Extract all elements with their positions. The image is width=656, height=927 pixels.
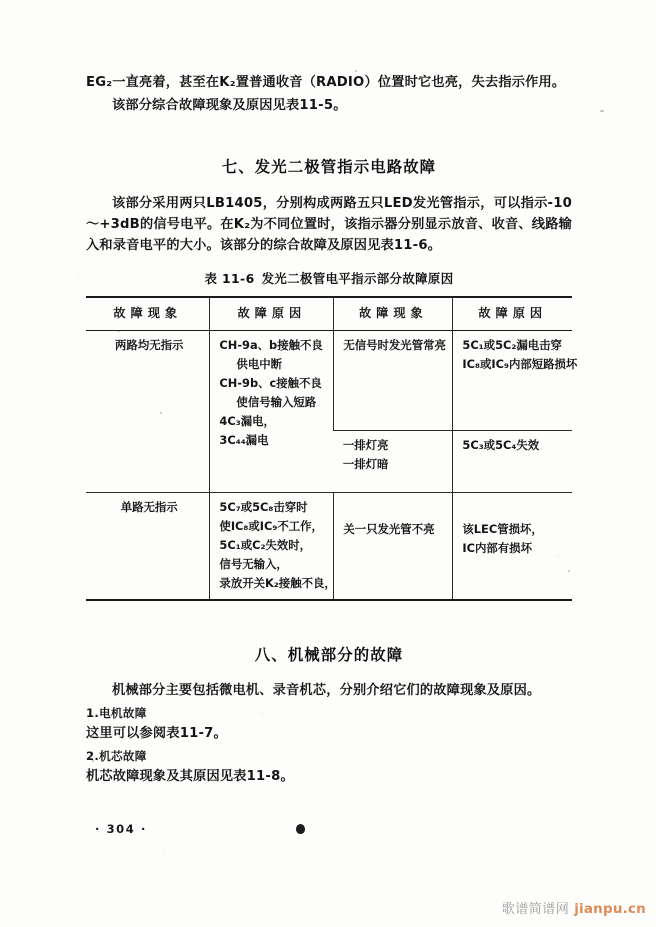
section-seven-body: 该部分采用两只LB1405，分别构成两路五只LED发光管指示，可以指示-10～+3dB的信号电平。在K₂为不同位置时，该指示器分别显示放音、收音、线路输入和录音电平的大小。该部分的综合故障及原因见表11-6。 xyxy=(86,196,572,253)
cell-line: 无信号时发光管常亮 xyxy=(343,338,446,352)
cell-line: 单路无指示 xyxy=(120,500,178,514)
site-watermark xyxy=(502,898,646,917)
cell-line: 两路均无指示 xyxy=(115,338,184,352)
cell-line: CH-9a、b接触不良 xyxy=(219,338,323,352)
cell-line: 5C₁或5C₂漏电击穿 xyxy=(462,338,562,352)
table-row xyxy=(86,331,572,431)
cell-line: 5C₃或5C₄失效 xyxy=(462,438,540,452)
table-header-fault-symptom-2: 故障现象 xyxy=(334,297,453,331)
fault-cause-table xyxy=(86,296,578,601)
table-header-fault-cause-1: 故障原因 xyxy=(210,297,334,331)
page-content xyxy=(86,0,578,787)
section-eight-item-2-title: 2.机芯故障 xyxy=(86,749,147,763)
cell-line: 该LEC管损坏， xyxy=(462,522,543,536)
cell-line: 5C₇或5C₈击穿时 xyxy=(219,500,308,514)
cell-line: 使IC₈或IC₉不工作， xyxy=(219,519,323,533)
cell-line: 信号无输入， xyxy=(219,557,288,571)
carryover-paragraph-2: 该部分综合故障现象及原因见表11-5。 xyxy=(112,98,347,113)
page-number: · 304 · xyxy=(95,822,147,836)
cell-line: 5C₁或C₂失效时， xyxy=(219,538,311,552)
cell-line: 一排灯亮 xyxy=(342,438,389,452)
section-eight-item-1-body: 这里可以参阅表11-7。 xyxy=(86,726,227,741)
carryover-text-block xyxy=(86,0,572,116)
section-eight-item-1-title: 1.电机故障 xyxy=(86,706,147,720)
cell-cause-2a xyxy=(453,331,578,431)
cell-line: 3C₄₄漏电 xyxy=(219,433,269,447)
section-eight-intro: 机械部分主要包括微电机、录音机芯，分别介绍它们的故障现象及原因。 xyxy=(112,683,541,698)
cell-symptom-4 xyxy=(334,493,453,601)
fault-table-wrap xyxy=(86,296,578,601)
cell-line: 4C₃漏电， xyxy=(219,414,275,428)
carryover-paragraph-1: EG₂一直亮着，甚至在K₂置普通收音（RADIO）位置时它也亮，失去指示作用。 xyxy=(86,75,566,90)
table-caption-title: 发光二极管电平指示部分故障原因 xyxy=(261,271,454,286)
ink-blot xyxy=(296,824,305,834)
scan-speck xyxy=(600,110,604,112)
cell-cause-1 xyxy=(210,331,334,493)
cell-symptom-2a xyxy=(334,331,453,431)
cell-symptom-2b xyxy=(334,431,453,493)
section-eight-heading: 八、机械部分的故障 xyxy=(254,646,404,664)
section-seven-heading: 七、发光二极管指示电路故障 xyxy=(221,158,437,176)
table-header-fault-cause-2: 故障原因 xyxy=(453,297,572,331)
cell-cause-4 xyxy=(453,493,572,601)
cell-line: CH-9b、c接触不良 xyxy=(219,376,322,390)
cell-line: 录放开关K₂接触不良， xyxy=(219,576,336,590)
watermark-site-name: 歌谱简谱网 xyxy=(501,902,570,917)
cell-symptom-3 xyxy=(86,493,210,601)
table-caption xyxy=(86,269,572,287)
table-row xyxy=(86,493,572,601)
table-caption-number: 表 11-6 xyxy=(204,271,255,286)
cell-line: IC₈或IC₉内部短路损坏 xyxy=(462,357,578,371)
cell-line: 供电中断 xyxy=(236,357,282,371)
cell-line: 一排灯暗 xyxy=(342,457,389,471)
table-header-fault-symptom-1: 故障现象 xyxy=(86,297,210,331)
cell-cause-3 xyxy=(210,493,334,601)
section-eight-item-2-body: 机芯故障现象及其原因见表11-8。 xyxy=(86,769,294,784)
table-header-row xyxy=(86,297,572,331)
cell-cause-2b xyxy=(453,431,572,493)
cell-symptom-1 xyxy=(86,331,210,493)
watermark-url: jianpu.cn xyxy=(574,901,646,917)
cell-line: 使信号输入短路 xyxy=(236,395,317,409)
cell-line: 关一只发光管不亮 xyxy=(343,522,435,536)
cell-line: IC内部有损坏 xyxy=(462,541,532,555)
